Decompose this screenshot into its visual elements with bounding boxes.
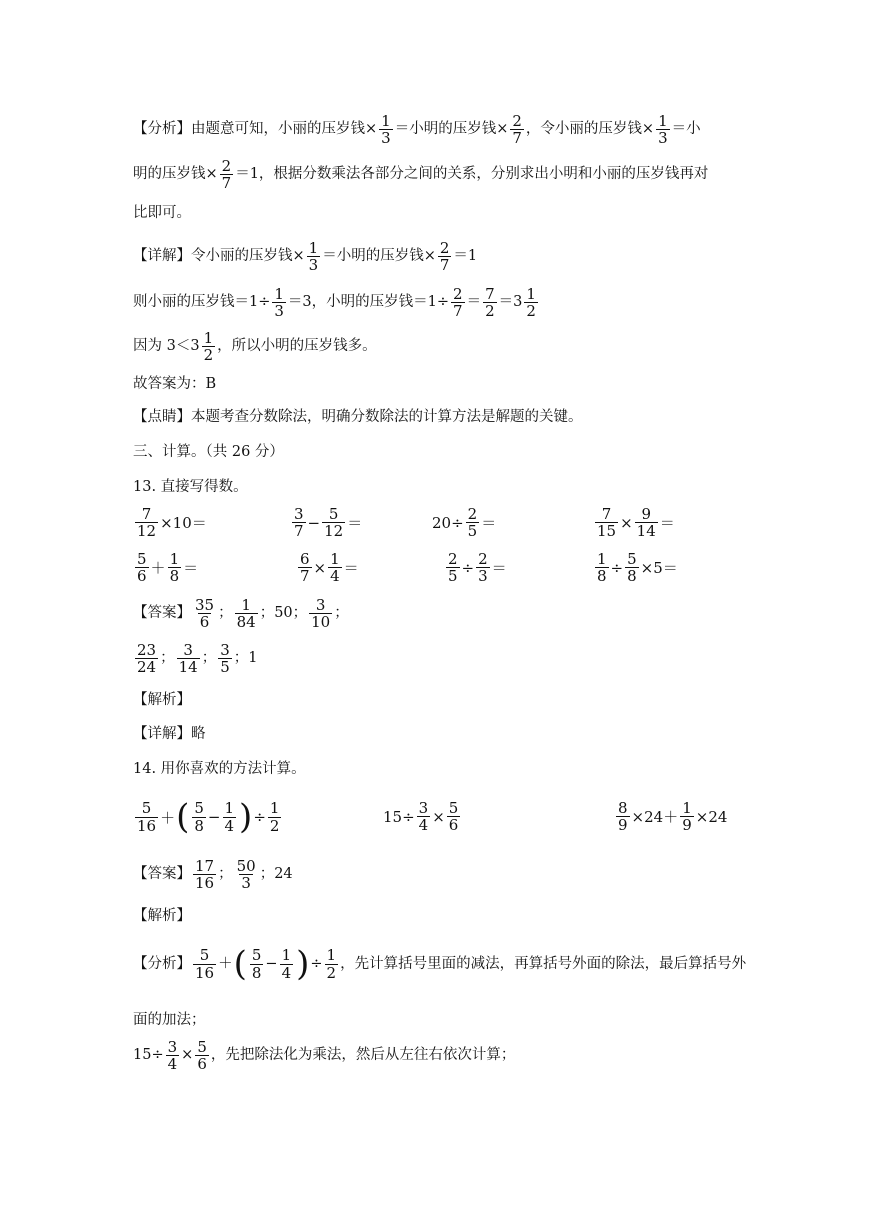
numerator: 2	[512, 112, 522, 130]
numerator: 1	[224, 799, 235, 818]
text-run: ×5＝	[640, 559, 678, 578]
fraction	[192, 800, 206, 833]
fraction	[680, 800, 694, 833]
text-run: ；	[218, 866, 233, 883]
text-run: ＝小明的压岁钱×	[322, 248, 436, 265]
text-run: ÷	[461, 558, 475, 577]
numerator: 2	[448, 550, 458, 568]
text-run: 三、计算。（共 26 分）	[133, 444, 284, 460]
denominator: 5	[220, 658, 230, 677]
text-run: ×	[620, 513, 633, 532]
denominator: 2	[203, 346, 214, 365]
denominator: 2	[269, 816, 280, 835]
denominator: 4	[418, 816, 429, 835]
q13-item-5	[133, 551, 198, 584]
numerator: 5	[251, 946, 262, 965]
text-run: 本题考查分数除法，明确分数除法的计算方法是解题的关键。	[191, 409, 583, 425]
numerator: 7	[141, 505, 152, 523]
fraction	[524, 286, 538, 319]
text-run: ＝小	[671, 121, 701, 138]
numerator: 1	[281, 946, 292, 965]
numerator: 2	[478, 550, 488, 568]
denominator: 14	[178, 658, 198, 677]
q14-expr-1	[133, 797, 283, 837]
numerator: 8	[618, 799, 628, 817]
text-run: ；	[218, 605, 233, 622]
q13-title	[133, 480, 248, 495]
analysis-line-1	[133, 113, 701, 146]
detail-line-2	[133, 286, 540, 319]
text-run: ＝	[659, 514, 675, 533]
numerator: 1	[169, 550, 180, 568]
numerator: 1	[269, 799, 280, 818]
fraction	[656, 113, 670, 146]
numerator: 1	[326, 946, 337, 965]
fraction	[235, 858, 258, 891]
numerator: 1	[526, 285, 536, 303]
denominator: 4	[224, 816, 235, 835]
fraction	[250, 947, 264, 980]
text-run: (	[233, 944, 247, 984]
q14-answer-line	[133, 858, 293, 891]
q14-title	[133, 762, 306, 777]
denominator: 84	[236, 613, 256, 632]
text-run: 明的压岁钱×	[133, 166, 218, 183]
denominator: 3	[658, 129, 668, 148]
denominator: 3	[308, 256, 319, 275]
fraction	[325, 947, 339, 980]
text-run: ＝	[481, 514, 497, 533]
denominator: 8	[627, 567, 637, 586]
text-run: 15÷	[383, 807, 415, 826]
text-run: 14. 用你喜欢的方法计算。	[133, 761, 306, 777]
fraction	[417, 800, 431, 833]
numerator: 6	[300, 550, 310, 568]
text-run: 【解析】	[133, 692, 191, 708]
q13-item-8	[593, 551, 678, 584]
text-run: 令小丽的压岁钱×	[191, 248, 305, 265]
section-title	[133, 445, 284, 460]
comment-line	[133, 410, 583, 425]
q13-analysis	[133, 693, 191, 708]
numerator: 1	[274, 285, 284, 303]
fraction	[446, 551, 460, 584]
denominator: 15	[597, 522, 617, 541]
denominator: 2	[526, 302, 536, 321]
text-run: ×24＋	[631, 808, 679, 827]
denominator: 4	[167, 1055, 178, 1074]
fraction	[202, 330, 216, 363]
fraction	[328, 551, 342, 584]
text-run: (	[176, 797, 190, 837]
text-run: ×	[313, 558, 327, 577]
text-run: 【答案】	[133, 866, 191, 883]
text-run: 则小丽的压岁钱＝1÷	[133, 294, 271, 311]
numerator: 5	[199, 946, 210, 965]
numerator: 5	[627, 550, 637, 568]
text-run: ；	[233, 650, 249, 667]
denominator: 4	[330, 567, 340, 586]
fraction	[451, 286, 465, 319]
fraction	[235, 597, 258, 630]
q14-analysis-line-1	[133, 944, 747, 984]
numerator: 2	[467, 505, 478, 523]
numerator: 50	[236, 857, 256, 875]
text-run: ，令小丽的压岁钱×	[525, 121, 655, 138]
numerator: 1	[381, 112, 391, 130]
denominator: 3	[478, 567, 488, 586]
text-run: −	[307, 513, 321, 532]
text-run: 由题意可知，小丽的压岁钱×	[191, 121, 378, 138]
text-run: ＝	[183, 559, 199, 578]
denominator: 6	[448, 816, 459, 835]
text-run: 【详解】	[133, 726, 191, 742]
detail-line-1	[133, 240, 477, 273]
text-run: ＝	[491, 559, 507, 578]
text-run: ＝	[347, 514, 363, 533]
denominator: 7	[453, 302, 463, 321]
fraction	[466, 506, 480, 539]
fraction	[298, 551, 312, 584]
numerator: 5	[141, 799, 152, 818]
detail-line-4	[133, 377, 216, 392]
denominator: 2	[326, 963, 337, 982]
numerator: 2	[453, 285, 463, 303]
fraction	[280, 947, 294, 980]
text-run: ；	[334, 605, 349, 622]
text-run: ＝	[343, 559, 359, 578]
denominator: 3	[381, 129, 391, 148]
denominator: 8	[194, 816, 204, 835]
denominator: 2	[485, 302, 495, 321]
numerator: 2	[221, 157, 232, 175]
fraction	[195, 1039, 209, 1072]
text-run: ＋	[150, 559, 166, 578]
fraction	[268, 800, 282, 833]
fraction	[193, 858, 216, 891]
denominator: 9	[682, 816, 692, 835]
numerator: 1	[203, 329, 214, 347]
text-run: ，先计算括号里面的减法，再算括号外面的除法，最后算括号外	[340, 955, 747, 972]
detail-tag: 【详解】	[133, 248, 191, 265]
fraction	[635, 506, 658, 539]
numerator: 5	[448, 799, 459, 817]
fraction	[595, 506, 618, 539]
numerator: 1	[597, 550, 607, 568]
text-run: ＝1，根据分数乘法各部分之间的关系，分别求出小明和小丽的压岁钱再对	[235, 166, 709, 183]
q13-item-3	[432, 506, 496, 539]
denominator: 5	[467, 522, 478, 541]
text-run: ＋	[218, 955, 233, 972]
fraction	[193, 947, 216, 980]
numerator: 5	[137, 550, 147, 568]
text-run: 20÷	[432, 513, 464, 532]
text-run: 因为 3＜3	[133, 338, 200, 355]
text-run: ÷	[253, 808, 266, 826]
denominator: 8	[251, 963, 262, 982]
text-run: 【解析】	[133, 908, 191, 924]
fraction	[322, 506, 345, 539]
text-run: −	[265, 955, 278, 972]
numerator: 5	[328, 505, 339, 523]
denominator: 8	[169, 567, 180, 586]
q14-analysis-line-3	[133, 1039, 515, 1072]
q13-answer-line-2	[133, 642, 257, 675]
fraction	[625, 551, 639, 584]
detail-line-3	[133, 330, 377, 363]
text-run: 13. 直接写得数。	[133, 479, 248, 495]
denominator: 3	[274, 302, 284, 321]
denominator: 16	[195, 963, 215, 982]
numerator: 3	[315, 596, 326, 614]
fraction	[135, 551, 149, 584]
comment-tag: 【点睛】	[133, 409, 191, 425]
denominator: 9	[618, 816, 628, 835]
denominator: 16	[195, 874, 215, 893]
text-run: 【分析】	[133, 955, 191, 972]
text-run: ＝	[466, 294, 482, 311]
denominator: 7	[439, 256, 450, 275]
numerator: 23	[137, 641, 157, 659]
denominator: 12	[324, 522, 344, 541]
text-run: ；	[259, 866, 275, 883]
q13-item-4	[593, 506, 675, 539]
fraction	[438, 240, 452, 273]
q14-expr-3	[614, 800, 727, 833]
text-run: ＋	[160, 808, 176, 827]
numerator: 1	[330, 550, 340, 568]
text-run: 面的加法；	[133, 1012, 206, 1028]
denominator: 7	[512, 129, 522, 148]
denominator: 7	[294, 522, 304, 541]
denominator: 10	[311, 613, 331, 632]
text-run: ；	[292, 605, 308, 622]
numerator: 5	[194, 799, 204, 818]
fraction	[307, 240, 321, 273]
text-run: ，所以小明的压岁钱多。	[217, 338, 377, 355]
numerator: 5	[197, 1038, 207, 1056]
fraction	[135, 800, 158, 833]
fraction	[379, 113, 393, 146]
denominator: 5	[448, 567, 458, 586]
numerator: 3	[294, 505, 304, 523]
answer-tag: 【答案】	[133, 605, 191, 622]
numerator: 17	[195, 857, 215, 875]
fraction	[193, 597, 216, 630]
fraction	[616, 800, 630, 833]
numerator: 35	[195, 596, 215, 614]
denominator: 4	[281, 963, 292, 982]
text-run: ＝小明的压岁钱×	[394, 121, 509, 138]
denominator: 7	[221, 174, 232, 193]
text-run: )	[239, 797, 253, 837]
text-run: ÷	[310, 955, 323, 972]
q14-analysis	[133, 909, 191, 924]
text-run: ×10＝	[160, 514, 207, 533]
q13-item-2	[290, 506, 362, 539]
text-run: ＝3	[498, 294, 523, 311]
numerator: 1	[241, 596, 251, 614]
q14-analysis-line-2	[133, 1013, 206, 1028]
text-run: 15÷	[133, 1047, 164, 1064]
fraction	[166, 1039, 180, 1072]
q14-expr-2	[383, 800, 462, 833]
fraction	[168, 551, 182, 584]
analysis-tag: 【分析】	[133, 121, 191, 138]
numerator: 3	[418, 799, 429, 817]
fraction	[272, 286, 286, 319]
numerator: 1	[682, 799, 692, 817]
text-run: ；	[160, 650, 175, 667]
denominator: 6	[199, 613, 210, 632]
text-run: 1	[248, 650, 258, 667]
text-run: 略	[191, 726, 206, 742]
numerator: 1	[308, 239, 319, 257]
text-run: )	[296, 944, 310, 984]
denominator: 14	[636, 522, 656, 541]
analysis-line-2	[133, 158, 708, 191]
text-run: ，先把除法化为乘法，然后从左往右依次计算；	[210, 1047, 516, 1064]
denominator: 3	[241, 874, 251, 893]
numerator: 9	[641, 505, 651, 523]
q13-item-6	[296, 551, 359, 584]
fraction	[510, 113, 524, 146]
fraction	[218, 642, 232, 675]
text-run: ÷	[610, 558, 624, 577]
fraction	[223, 800, 237, 833]
text-run: 比即可。	[133, 205, 191, 221]
numerator: 2	[439, 239, 450, 257]
analysis-line-3	[133, 206, 191, 221]
denominator: 7	[300, 567, 310, 586]
text-run: ×	[432, 807, 445, 826]
fraction	[476, 551, 490, 584]
text-run: ；	[201, 650, 217, 667]
numerator: 3	[183, 641, 193, 659]
text-run: ＝1	[453, 248, 478, 265]
q13-answer-line-1	[133, 597, 349, 630]
fraction	[135, 506, 158, 539]
denominator: 6	[197, 1055, 207, 1074]
fraction	[292, 506, 306, 539]
text-run: ×	[181, 1047, 194, 1064]
denominator: 16	[137, 816, 157, 835]
q13-item-1	[133, 506, 207, 539]
fraction	[135, 642, 158, 675]
denominator: 12	[137, 522, 157, 541]
numerator: 3	[167, 1038, 178, 1056]
denominator: 8	[597, 567, 607, 586]
text-run: ；	[259, 605, 275, 622]
denominator: 6	[137, 567, 147, 586]
fraction	[309, 597, 332, 630]
text-run: −	[207, 808, 221, 826]
text-run: 50	[274, 605, 293, 622]
fraction	[595, 551, 609, 584]
denominator: 24	[137, 658, 157, 677]
numerator: 3	[220, 641, 230, 659]
q13-detail	[133, 727, 206, 742]
fraction	[483, 286, 497, 319]
text-run: 故答案为：B	[133, 376, 217, 392]
numerator: 7	[485, 285, 495, 303]
fraction	[220, 158, 234, 191]
fraction	[447, 800, 461, 833]
numerator: 1	[658, 112, 668, 130]
q13-item-7	[444, 551, 507, 584]
text-run: 24	[274, 866, 293, 883]
fraction	[177, 642, 200, 675]
text-run: ×24	[695, 807, 728, 826]
numerator: 7	[601, 505, 612, 523]
text-run: ＝3，小明的压岁钱＝1÷	[287, 294, 450, 311]
